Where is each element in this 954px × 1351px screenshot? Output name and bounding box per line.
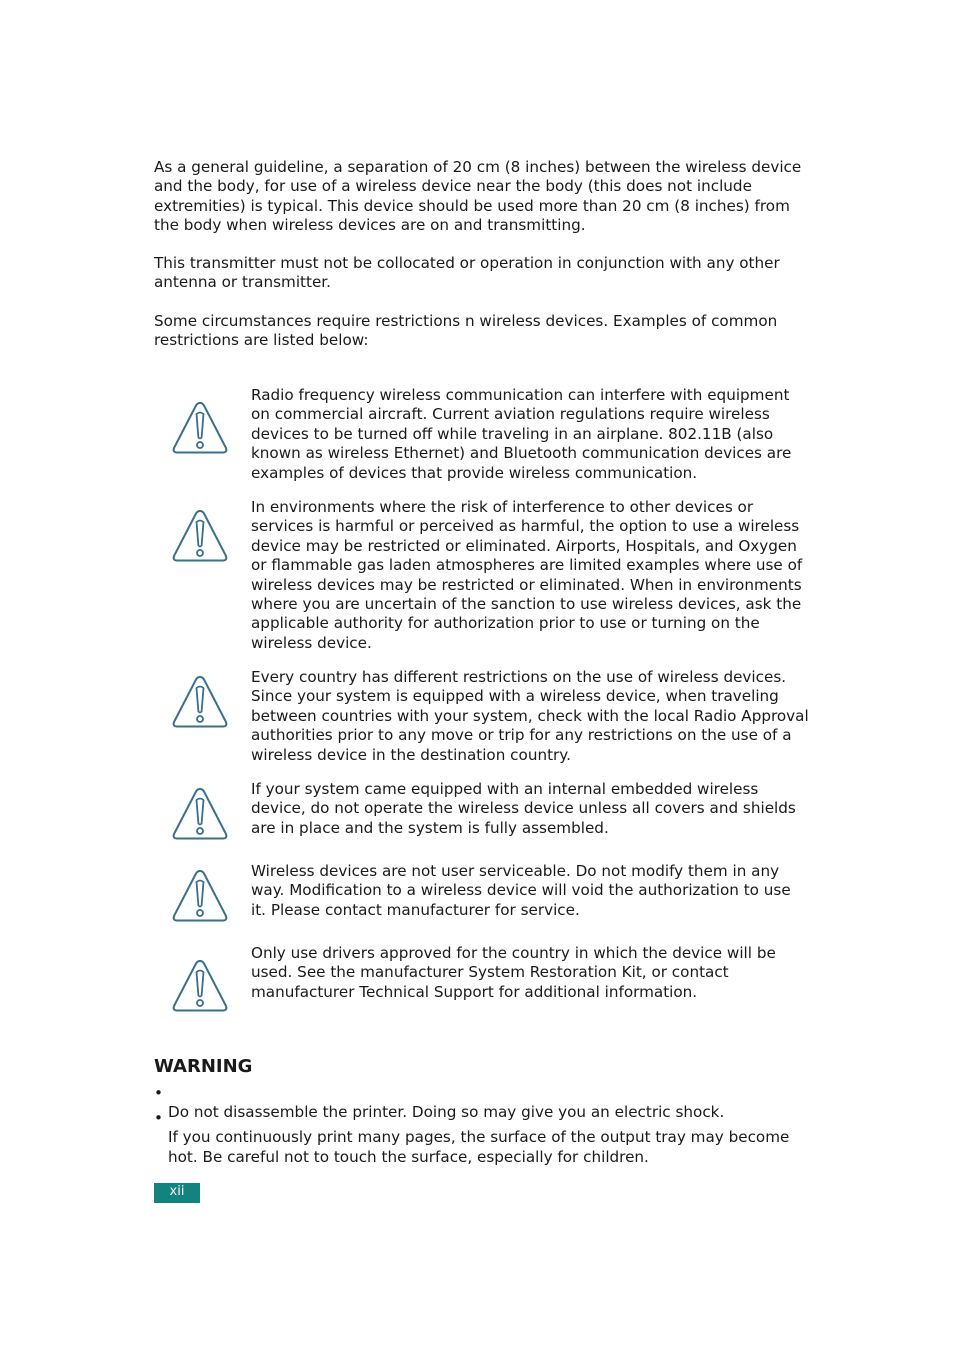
caution-triangle-icon: [171, 958, 229, 1014]
notice-text: Every country has different restrictions on the use of wireless devices. Since your system is equipped with a wireless device, when traveling between countries with your system, check with the local Radio Approval authorities prior to any move or trip for any restrictions on the use of a wireless device in the destination country.: [251, 668, 809, 764]
warning-item-text: If you continuously print many pages, the surface of the output tray may become hot. Be careful not to touch the surface, especially for children.: [168, 1128, 790, 1166]
caution-triangle-icon: [171, 868, 229, 924]
body-paragraph: As a general guideline, a separation of 20 cm (8 inches) between the wireless device and the body, for use of a wireless device near the body (this does not include extremities) is typical. This device should be used more than 20 cm (8 inches) from the body when wireless devices are on and transmitting.: [154, 158, 802, 235]
caution-triangle-icon: [171, 400, 229, 456]
bullet-icon: •: [154, 1084, 163, 1102]
body-paragraph: Some circumstances require restrictions n wireless devices. Examples of common restrictions are listed below:: [154, 312, 778, 350]
page-number: xii: [154, 1183, 200, 1203]
bullet-icon: •: [154, 1109, 163, 1127]
notice-text: Radio frequency wireless communication can interfere with equipment on commercial aircraft. Current aviation regulations require wireless devices to be turned off while traveling in an airplane. 802.11B (also known as wireless Ethernet) and Bluetooth communication devices are examples of devices that provide wireless communication.: [251, 386, 792, 482]
caution-triangle-icon: [171, 674, 229, 730]
notice-text: In environments where the risk of interference to other devices or services is harmful or perceived as harmful, the option to use a wireless device may be restricted or eliminated. Airports, Hospitals, and Oxygen or flammable gas laden atmospheres are limited examples where use of wireless devices may be restricted or eliminated. When in environments where you are uncertain of the sanction to use wireless devices, ask the applicable authority for authorization prior to use or turning on the wireless device.: [251, 498, 803, 652]
warning-item-text: Do not disassemble the printer. Doing so may give you an electric shock.: [168, 1103, 725, 1122]
warning-item: [154, 1109, 814, 1167]
notice-text: Only use drivers approved for the country in which the device will be used. See the manufacturer System Restoration Kit, or contact manufacturer Technical Support for additional information.: [251, 944, 776, 1001]
notice-text: Wireless devices are not user serviceable. Do not modify them in any way. Modification to a wireless device will void the authorization to use it. Please contact manufacturer for service.: [251, 862, 791, 919]
warning-heading: WARNING: [154, 1056, 253, 1077]
caution-triangle-icon: [171, 508, 229, 564]
body-paragraph: This transmitter must not be collocated or operation in conjunction with any other antenna or transmitter.: [154, 254, 780, 292]
notice-text: If your system came equipped with an internal embedded wireless device, do not operate the wireless device unless all covers and shields are in place and the system is fully assembled.: [251, 780, 796, 837]
caution-triangle-icon: [171, 786, 229, 842]
